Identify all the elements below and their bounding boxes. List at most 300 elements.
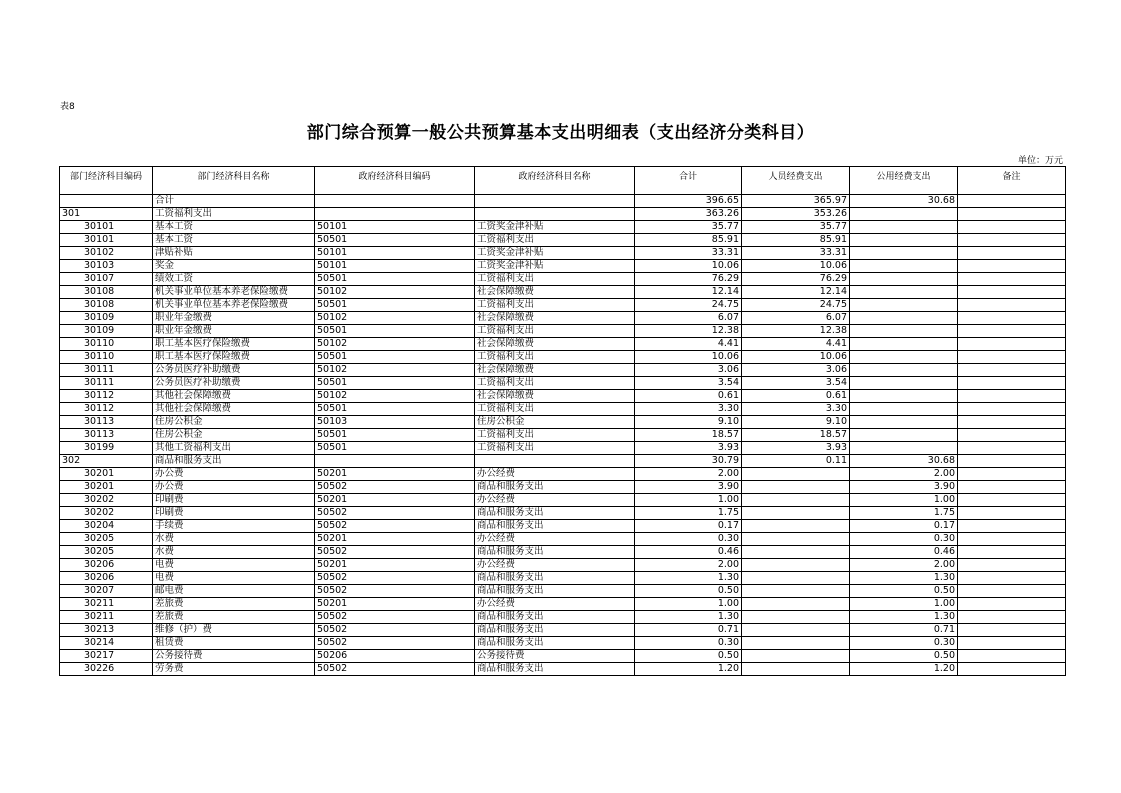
cell-personnel: 85.91 bbox=[742, 234, 850, 247]
cell-total: 10.06 bbox=[635, 260, 742, 273]
cell-dept-name: 基本工资 bbox=[153, 234, 315, 247]
cell-personnel bbox=[742, 494, 850, 507]
cell-total: 18.57 bbox=[635, 429, 742, 442]
cell-gov-code: 50101 bbox=[315, 221, 475, 234]
cell-total: 3.54 bbox=[635, 377, 742, 390]
cell-dept-code: 30214 bbox=[60, 637, 153, 650]
cell-public: 0.17 bbox=[850, 520, 958, 533]
cell-public bbox=[850, 312, 958, 325]
cell-public bbox=[850, 273, 958, 286]
table-row bbox=[60, 546, 1066, 559]
table-row bbox=[60, 221, 1066, 234]
cell-dept-code: 30201 bbox=[60, 481, 153, 494]
header-gov-name: 政府经济科目名称 bbox=[475, 167, 635, 195]
cell-public: 2.00 bbox=[850, 559, 958, 572]
cell-gov-code: 50201 bbox=[315, 559, 475, 572]
cell-gov-code bbox=[315, 455, 475, 468]
cell-remarks bbox=[958, 351, 1066, 364]
cell-personnel: 12.38 bbox=[742, 325, 850, 338]
cell-gov-code: 50101 bbox=[315, 247, 475, 260]
table-row bbox=[60, 416, 1066, 429]
cell-remarks bbox=[958, 364, 1066, 377]
cell-dept-name: 住房公积金 bbox=[153, 429, 315, 442]
cell-dept-code: 30109 bbox=[60, 312, 153, 325]
cell-dept-code: 30102 bbox=[60, 247, 153, 260]
cell-dept-name: 职工基本医疗保险缴费 bbox=[153, 351, 315, 364]
table-row bbox=[60, 273, 1066, 286]
cell-personnel: 76.29 bbox=[742, 273, 850, 286]
table-row bbox=[60, 312, 1066, 325]
cell-public bbox=[850, 338, 958, 351]
cell-dept-code: 302 bbox=[60, 455, 153, 468]
table-row bbox=[60, 637, 1066, 650]
cell-dept-name: 其他工资福利支出 bbox=[153, 442, 315, 455]
cell-gov-name: 商品和服务支出 bbox=[475, 611, 635, 624]
table-row bbox=[60, 429, 1066, 442]
cell-personnel: 0.61 bbox=[742, 390, 850, 403]
cell-total: 76.29 bbox=[635, 273, 742, 286]
cell-gov-name: 办公经费 bbox=[475, 598, 635, 611]
cell-remarks bbox=[958, 312, 1066, 325]
cell-personnel: 4.41 bbox=[742, 338, 850, 351]
cell-dept-code: 30110 bbox=[60, 338, 153, 351]
table-row bbox=[60, 234, 1066, 247]
cell-gov-name: 商品和服务支出 bbox=[475, 546, 635, 559]
cell-remarks bbox=[958, 663, 1066, 676]
cell-remarks bbox=[958, 559, 1066, 572]
cell-public: 3.90 bbox=[850, 481, 958, 494]
cell-dept-code: 30205 bbox=[60, 533, 153, 546]
cell-personnel: 10.06 bbox=[742, 351, 850, 364]
cell-gov-code: 50502 bbox=[315, 481, 475, 494]
header-total: 合计 bbox=[635, 167, 742, 195]
cell-total: 1.00 bbox=[635, 598, 742, 611]
table-row bbox=[60, 208, 1066, 221]
header-dept-code: 部门经济科目编码 bbox=[60, 167, 153, 195]
cell-gov-code: 50501 bbox=[315, 273, 475, 286]
cell-public: 1.30 bbox=[850, 611, 958, 624]
cell-total: 0.30 bbox=[635, 637, 742, 650]
cell-gov-name: 住房公积金 bbox=[475, 416, 635, 429]
cell-remarks bbox=[958, 403, 1066, 416]
cell-total: 10.06 bbox=[635, 351, 742, 364]
cell-personnel: 3.06 bbox=[742, 364, 850, 377]
cell-dept-name: 劳务费 bbox=[153, 663, 315, 676]
cell-personnel bbox=[742, 611, 850, 624]
cell-gov-code: 50201 bbox=[315, 533, 475, 546]
cell-remarks bbox=[958, 637, 1066, 650]
cell-gov-name: 办公经费 bbox=[475, 533, 635, 546]
table-row bbox=[60, 650, 1066, 663]
total-row bbox=[60, 195, 1066, 208]
cell-gov-code: 50501 bbox=[315, 325, 475, 338]
cell-dept-name: 津贴补贴 bbox=[153, 247, 315, 260]
cell-gov-name: 商品和服务支出 bbox=[475, 572, 635, 585]
cell-gov-name: 商品和服务支出 bbox=[475, 624, 635, 637]
cell-total: 12.14 bbox=[635, 286, 742, 299]
table-row bbox=[60, 520, 1066, 533]
cell-dept-code: 30213 bbox=[60, 624, 153, 637]
cell-total: 0.46 bbox=[635, 546, 742, 559]
cell-gov-name bbox=[475, 195, 635, 208]
cell-gov-code: 50502 bbox=[315, 585, 475, 598]
cell-personnel bbox=[742, 572, 850, 585]
cell-public: 30.68 bbox=[850, 195, 958, 208]
cell-public bbox=[850, 364, 958, 377]
cell-public bbox=[850, 351, 958, 364]
cell-gov-code: 50201 bbox=[315, 598, 475, 611]
cell-remarks bbox=[958, 546, 1066, 559]
cell-public: 30.68 bbox=[850, 455, 958, 468]
cell-personnel: 3.30 bbox=[742, 403, 850, 416]
cell-public: 0.50 bbox=[850, 650, 958, 663]
cell-gov-code: 50502 bbox=[315, 637, 475, 650]
cell-dept-code: 30112 bbox=[60, 390, 153, 403]
cell-dept-name: 职业年金缴费 bbox=[153, 312, 315, 325]
cell-dept-name: 机关事业单位基本养老保险缴费 bbox=[153, 286, 315, 299]
cell-personnel bbox=[742, 520, 850, 533]
table-row bbox=[60, 377, 1066, 390]
cell-public bbox=[850, 416, 958, 429]
cell-dept-code: 30204 bbox=[60, 520, 153, 533]
cell-dept-code: 30202 bbox=[60, 507, 153, 520]
cell-dept-code: 30110 bbox=[60, 351, 153, 364]
cell-gov-name: 社会保障缴费 bbox=[475, 286, 635, 299]
cell-public: 0.50 bbox=[850, 585, 958, 598]
cell-personnel bbox=[742, 546, 850, 559]
cell-dept-name: 办公费 bbox=[153, 468, 315, 481]
cell-gov-name: 工资福利支出 bbox=[475, 403, 635, 416]
cell-personnel: 3.54 bbox=[742, 377, 850, 390]
cell-dept-name: 电费 bbox=[153, 559, 315, 572]
cell-dept-code: 30217 bbox=[60, 650, 153, 663]
cell-gov-code: 50201 bbox=[315, 468, 475, 481]
cell-remarks bbox=[958, 208, 1066, 221]
cell-gov-name: 工资福利支出 bbox=[475, 325, 635, 338]
cell-gov-code: 50502 bbox=[315, 507, 475, 520]
cell-dept-code: 30206 bbox=[60, 559, 153, 572]
cell-dept-name: 奖金 bbox=[153, 260, 315, 273]
cell-gov-name bbox=[475, 208, 635, 221]
header-dept-name: 部门经济科目名称 bbox=[153, 167, 315, 195]
table-row bbox=[60, 325, 1066, 338]
cell-gov-code: 50501 bbox=[315, 442, 475, 455]
cell-public bbox=[850, 286, 958, 299]
cell-personnel bbox=[742, 481, 850, 494]
table-row bbox=[60, 507, 1066, 520]
cell-dept-name: 商品和服务支出 bbox=[153, 455, 315, 468]
budget-table bbox=[59, 166, 1066, 676]
cell-remarks bbox=[958, 273, 1066, 286]
cell-gov-name: 公务接待费 bbox=[475, 650, 635, 663]
cell-gov-name: 工资福利支出 bbox=[475, 351, 635, 364]
table-row bbox=[60, 572, 1066, 585]
table-row bbox=[60, 663, 1066, 676]
cell-gov-code: 50501 bbox=[315, 351, 475, 364]
cell-dept-name: 机关事业单位基本养老保险缴费 bbox=[153, 299, 315, 312]
table-row bbox=[60, 390, 1066, 403]
cell-remarks bbox=[958, 429, 1066, 442]
cell-total: 4.41 bbox=[635, 338, 742, 351]
cell-public: 0.46 bbox=[850, 546, 958, 559]
cell-gov-name: 工资福利支出 bbox=[475, 442, 635, 455]
cell-total: 3.30 bbox=[635, 403, 742, 416]
cell-total: 2.00 bbox=[635, 559, 742, 572]
cell-dept-code: 30111 bbox=[60, 364, 153, 377]
table-number: 表8 bbox=[60, 102, 75, 112]
table-row bbox=[60, 468, 1066, 481]
cell-gov-code: 50102 bbox=[315, 338, 475, 351]
cell-personnel bbox=[742, 624, 850, 637]
cell-public bbox=[850, 234, 958, 247]
cell-gov-name: 商品和服务支出 bbox=[475, 520, 635, 533]
cell-personnel bbox=[742, 585, 850, 598]
cell-remarks bbox=[958, 572, 1066, 585]
cell-dept-name: 其他社会保障缴费 bbox=[153, 403, 315, 416]
cell-public: 1.00 bbox=[850, 598, 958, 611]
table-row bbox=[60, 494, 1066, 507]
cell-dept-name: 差旅费 bbox=[153, 611, 315, 624]
cell-gov-name bbox=[475, 455, 635, 468]
cell-dept-name: 职工基本医疗保险缴费 bbox=[153, 338, 315, 351]
header-gov-code: 政府经济科目编码 bbox=[315, 167, 475, 195]
cell-public bbox=[850, 377, 958, 390]
cell-dept-name: 职业年金缴费 bbox=[153, 325, 315, 338]
cell-gov-name: 商品和服务支出 bbox=[475, 507, 635, 520]
cell-gov-name: 社会保障缴费 bbox=[475, 338, 635, 351]
table-row bbox=[60, 624, 1066, 637]
cell-remarks bbox=[958, 390, 1066, 403]
cell-dept-code: 30108 bbox=[60, 286, 153, 299]
table-row bbox=[60, 247, 1066, 260]
cell-gov-code: 50502 bbox=[315, 572, 475, 585]
cell-personnel bbox=[742, 507, 850, 520]
cell-gov-name: 社会保障缴费 bbox=[475, 364, 635, 377]
cell-gov-name: 商品和服务支出 bbox=[475, 481, 635, 494]
cell-gov-code: 50501 bbox=[315, 377, 475, 390]
cell-public bbox=[850, 247, 958, 260]
cell-remarks bbox=[958, 624, 1066, 637]
cell-gov-code: 50502 bbox=[315, 546, 475, 559]
cell-dept-code: 30103 bbox=[60, 260, 153, 273]
cell-remarks bbox=[958, 494, 1066, 507]
table-row bbox=[60, 598, 1066, 611]
cell-public: 0.30 bbox=[850, 533, 958, 546]
cell-dept-code: 30205 bbox=[60, 546, 153, 559]
cell-gov-code: 50501 bbox=[315, 429, 475, 442]
cell-dept-name: 印刷费 bbox=[153, 507, 315, 520]
cell-dept-code: 30108 bbox=[60, 299, 153, 312]
cell-gov-code: 50502 bbox=[315, 624, 475, 637]
cell-total: 35.77 bbox=[635, 221, 742, 234]
cell-public bbox=[850, 403, 958, 416]
cell-dept-name: 基本工资 bbox=[153, 221, 315, 234]
cell-public: 2.00 bbox=[850, 468, 958, 481]
cell-gov-code: 50501 bbox=[315, 299, 475, 312]
cell-dept-name: 印刷费 bbox=[153, 494, 315, 507]
cell-gov-code: 50206 bbox=[315, 650, 475, 663]
cell-dept-name: 差旅费 bbox=[153, 598, 315, 611]
cell-total: 30.79 bbox=[635, 455, 742, 468]
cell-personnel: 365.97 bbox=[742, 195, 850, 208]
cell-personnel bbox=[742, 663, 850, 676]
cell-remarks bbox=[958, 416, 1066, 429]
cell-total: 0.17 bbox=[635, 520, 742, 533]
cell-dept-code: 30211 bbox=[60, 598, 153, 611]
cell-remarks bbox=[958, 520, 1066, 533]
cell-gov-name: 办公经费 bbox=[475, 559, 635, 572]
cell-dept-code: 30112 bbox=[60, 403, 153, 416]
cell-gov-name: 工资奖金津补贴 bbox=[475, 247, 635, 260]
cell-public: 0.71 bbox=[850, 624, 958, 637]
cell-dept-code: 30199 bbox=[60, 442, 153, 455]
cell-dept-name: 电费 bbox=[153, 572, 315, 585]
cell-total: 0.30 bbox=[635, 533, 742, 546]
table-row bbox=[60, 286, 1066, 299]
cell-gov-name: 工资福利支出 bbox=[475, 273, 635, 286]
cell-gov-name: 社会保障缴费 bbox=[475, 390, 635, 403]
cell-dept-name: 公务员医疗补助缴费 bbox=[153, 377, 315, 390]
cell-public bbox=[850, 208, 958, 221]
cell-dept-code: 30101 bbox=[60, 234, 153, 247]
cell-dept-name: 公务接待费 bbox=[153, 650, 315, 663]
cell-gov-code: 50502 bbox=[315, 663, 475, 676]
cell-dept-name: 其他社会保障缴费 bbox=[153, 390, 315, 403]
cell-dept-name: 手续费 bbox=[153, 520, 315, 533]
cell-dept-code: 30113 bbox=[60, 416, 153, 429]
cell-total: 1.30 bbox=[635, 572, 742, 585]
cell-dept-name: 水费 bbox=[153, 533, 315, 546]
cell-dept-code: 30111 bbox=[60, 377, 153, 390]
cell-total: 3.06 bbox=[635, 364, 742, 377]
cell-remarks bbox=[958, 234, 1066, 247]
table-row bbox=[60, 403, 1066, 416]
cell-remarks bbox=[958, 286, 1066, 299]
cell-public bbox=[850, 221, 958, 234]
header-row bbox=[60, 167, 1066, 195]
cell-public: 1.20 bbox=[850, 663, 958, 676]
cell-remarks bbox=[958, 442, 1066, 455]
table-row bbox=[60, 442, 1066, 455]
cell-dept-code bbox=[60, 195, 153, 208]
cell-personnel: 6.07 bbox=[742, 312, 850, 325]
cell-remarks bbox=[958, 325, 1066, 338]
cell-dept-code: 301 bbox=[60, 208, 153, 221]
cell-gov-code: 50502 bbox=[315, 520, 475, 533]
cell-total: 85.91 bbox=[635, 234, 742, 247]
cell-public bbox=[850, 299, 958, 312]
cell-dept-name: 公务员医疗补助缴费 bbox=[153, 364, 315, 377]
table-row bbox=[60, 260, 1066, 273]
cell-public bbox=[850, 260, 958, 273]
cell-dept-code: 30207 bbox=[60, 585, 153, 598]
cell-total: 2.00 bbox=[635, 468, 742, 481]
cell-remarks bbox=[958, 455, 1066, 468]
header-public: 公用经费支出 bbox=[850, 167, 958, 195]
cell-public bbox=[850, 442, 958, 455]
cell-dept-name: 租赁费 bbox=[153, 637, 315, 650]
cell-gov-code: 50102 bbox=[315, 364, 475, 377]
cell-public: 1.30 bbox=[850, 572, 958, 585]
cell-personnel: 35.77 bbox=[742, 221, 850, 234]
cell-total: 363.26 bbox=[635, 208, 742, 221]
header-personnel: 人员经费支出 bbox=[742, 167, 850, 195]
cell-personnel: 24.75 bbox=[742, 299, 850, 312]
cell-gov-code: 50201 bbox=[315, 494, 475, 507]
cell-dept-code: 30107 bbox=[60, 273, 153, 286]
cell-dept-code: 30202 bbox=[60, 494, 153, 507]
cell-personnel bbox=[742, 637, 850, 650]
cell-gov-code: 50102 bbox=[315, 312, 475, 325]
table-body bbox=[60, 195, 1066, 676]
cell-remarks bbox=[958, 377, 1066, 390]
cell-total: 0.50 bbox=[635, 650, 742, 663]
cell-gov-code: 50501 bbox=[315, 234, 475, 247]
cell-remarks bbox=[958, 338, 1066, 351]
cell-gov-name: 商品和服务支出 bbox=[475, 585, 635, 598]
cell-dept-code: 30113 bbox=[60, 429, 153, 442]
cell-remarks bbox=[958, 468, 1066, 481]
cell-gov-name: 工资福利支出 bbox=[475, 234, 635, 247]
cell-gov-code: 50501 bbox=[315, 403, 475, 416]
cell-total: 0.61 bbox=[635, 390, 742, 403]
cell-remarks bbox=[958, 247, 1066, 260]
cell-total: 9.10 bbox=[635, 416, 742, 429]
page-title: 部门综合预算一般公共预算基本支出明细表（支出经济分类科目） bbox=[306, 123, 815, 143]
table-row bbox=[60, 364, 1066, 377]
cell-total: 1.75 bbox=[635, 507, 742, 520]
cell-public: 0.30 bbox=[850, 637, 958, 650]
cell-gov-name: 工资福利支出 bbox=[475, 377, 635, 390]
cell-dept-name: 维修（护）费 bbox=[153, 624, 315, 637]
cell-remarks bbox=[958, 260, 1066, 273]
cell-total: 3.93 bbox=[635, 442, 742, 455]
unit-label: 单位：万元 bbox=[1017, 156, 1063, 166]
cell-dept-name: 邮电费 bbox=[153, 585, 315, 598]
cell-remarks bbox=[958, 221, 1066, 234]
cell-gov-code bbox=[315, 208, 475, 221]
table-row bbox=[60, 611, 1066, 624]
cell-dept-code: 30206 bbox=[60, 572, 153, 585]
cell-gov-name: 商品和服务支出 bbox=[475, 663, 635, 676]
cell-total: 24.75 bbox=[635, 299, 742, 312]
cell-gov-code: 50102 bbox=[315, 286, 475, 299]
cell-remarks bbox=[958, 299, 1066, 312]
cell-gov-code: 50101 bbox=[315, 260, 475, 273]
cell-gov-name: 办公经费 bbox=[475, 494, 635, 507]
cell-public: 1.00 bbox=[850, 494, 958, 507]
cell-personnel: 12.14 bbox=[742, 286, 850, 299]
cell-gov-name: 社会保障缴费 bbox=[475, 312, 635, 325]
cell-dept-code: 30201 bbox=[60, 468, 153, 481]
cell-gov-code: 50103 bbox=[315, 416, 475, 429]
cell-dept-code: 30211 bbox=[60, 611, 153, 624]
table-row bbox=[60, 533, 1066, 546]
cell-public bbox=[850, 429, 958, 442]
cell-gov-name: 工资福利支出 bbox=[475, 299, 635, 312]
cell-dept-name: 合计 bbox=[153, 195, 315, 208]
cell-gov-name: 工资奖金津补贴 bbox=[475, 221, 635, 234]
cell-gov-code: 50102 bbox=[315, 390, 475, 403]
cell-total: 0.71 bbox=[635, 624, 742, 637]
table-row bbox=[60, 559, 1066, 572]
cell-gov-code bbox=[315, 195, 475, 208]
cell-public bbox=[850, 390, 958, 403]
cell-total: 396.65 bbox=[635, 195, 742, 208]
table-row bbox=[60, 338, 1066, 351]
table-row bbox=[60, 351, 1066, 364]
cell-remarks bbox=[958, 481, 1066, 494]
